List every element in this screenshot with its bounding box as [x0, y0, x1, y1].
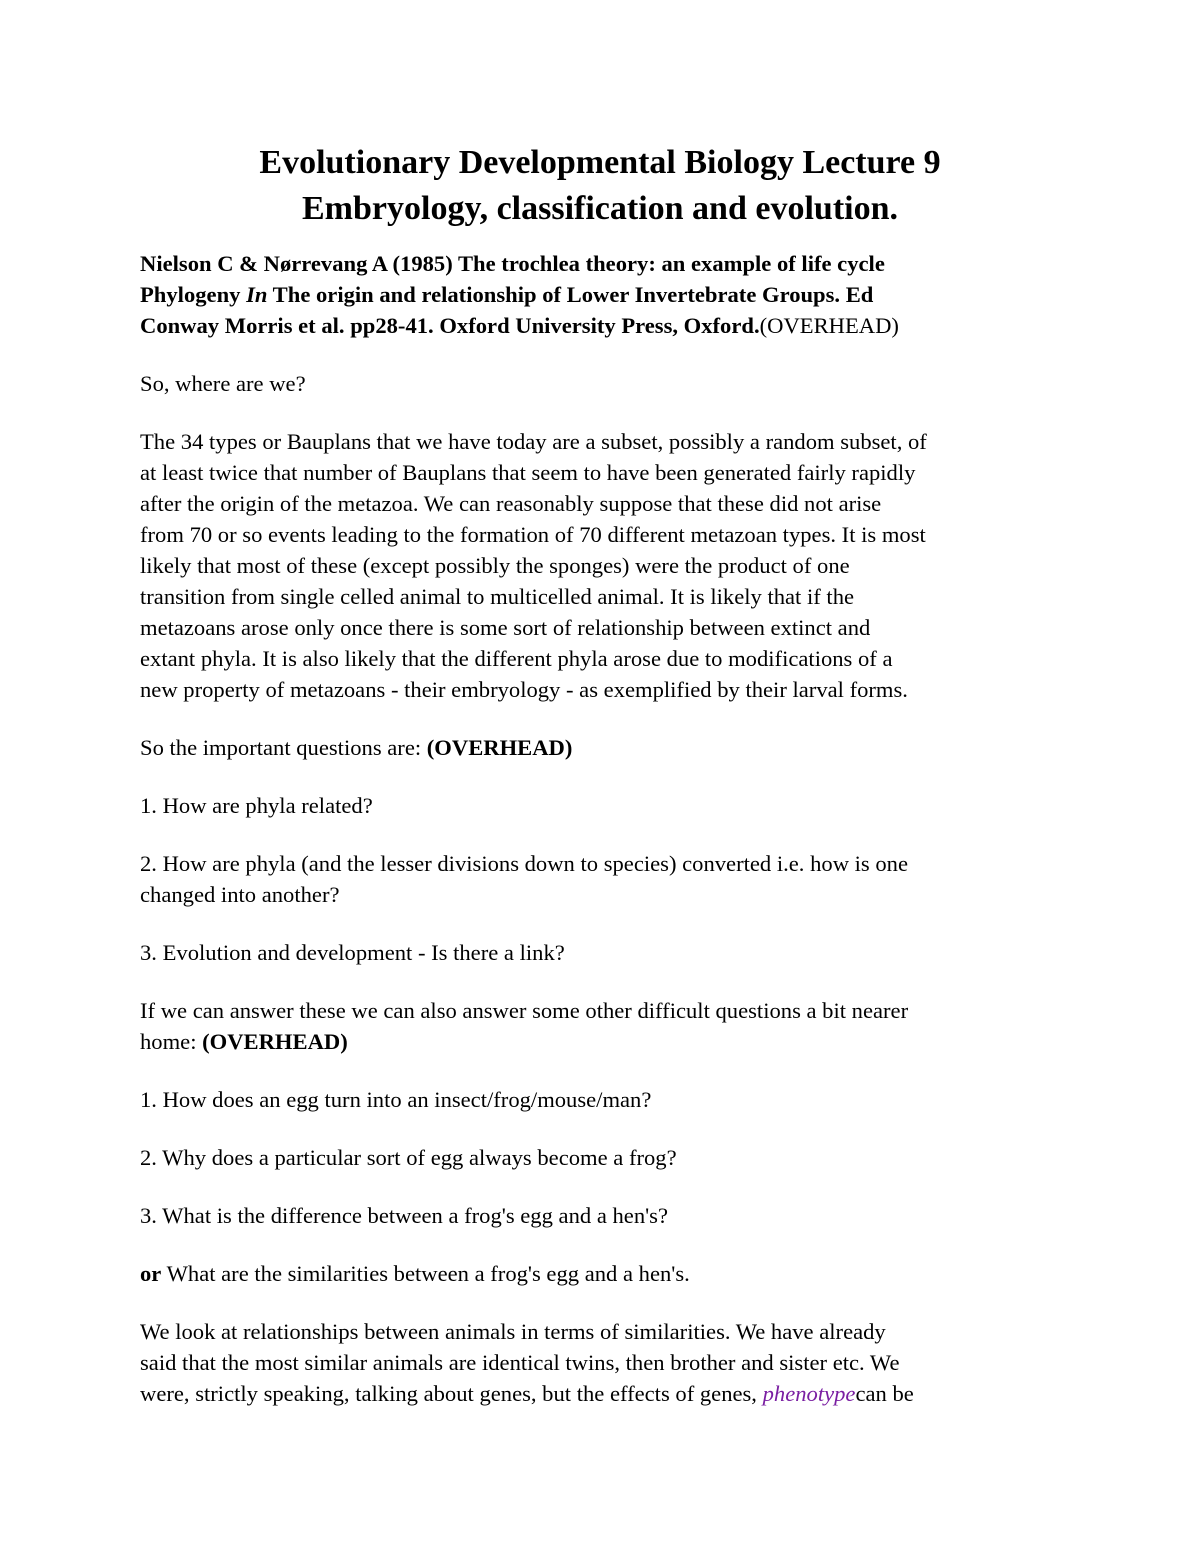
or-word: or [140, 1261, 162, 1286]
paragraph-text: home: [140, 1029, 203, 1054]
paragraph-line: transition from single celled animal to multicelled animal. It is likely that if the [140, 584, 855, 609]
paragraph-important-questions [140, 732, 1060, 763]
phenotype-term: phenotype [762, 1381, 856, 1406]
question-line: 2. How are phyla (and the lesser divisions down to species) converted i.e. how is one [140, 851, 908, 876]
paragraph-where-are-we: So, where are we? [140, 371, 306, 396]
question-line: changed into another? [140, 882, 340, 907]
paragraph-line: after the origin of the metazoa. We can reasonably suppose that these did not arise [140, 491, 882, 516]
overhead-marker: (OVERHEAD) [759, 313, 899, 338]
paragraph-text: can be [855, 1381, 914, 1406]
question-3: 3. Evolution and development - Is there a link? [140, 940, 565, 965]
paragraph-line: If we can answer these we can also answer some other difficult questions a bit nearer [140, 998, 909, 1023]
overhead-marker: (OVERHEAD) [426, 735, 573, 760]
question-1: 1. How are phyla related? [140, 793, 373, 818]
paragraph-bauplans [140, 426, 1060, 705]
reference-line-1: Nielson C & Nørrevang A (1985) The trochlea theory: an example of life cycle [140, 251, 885, 276]
paragraph-line: likely that most of these (except possibly the sponges) were the product of one [140, 553, 850, 578]
reference-text: The origin and relationship of Lower Invertebrate Groups. Ed [267, 282, 874, 307]
reference-in-word: In [246, 282, 268, 307]
reference-line-3 [140, 310, 1060, 341]
reference-text: Conway Morris et al. pp28-41. Oxford University Press, Oxford. [140, 313, 760, 338]
paragraph-line [140, 1378, 1060, 1409]
title-line-1: Evolutionary Developmental Biology Lecture 9 [259, 144, 941, 181]
document-body [140, 248, 1060, 1436]
home-question-3: 3. What is the difference between a frog's egg and a hen's? [140, 1203, 669, 1228]
paragraph-difficult-questions [140, 995, 1060, 1057]
paragraph-line: new property of metazoans - their embryology - as exemplified by their larval forms. [140, 677, 908, 702]
paragraph-line: at least twice that number of Bauplans that seem to have been generated fairly rapidly [140, 460, 916, 485]
title-line-2: Embryology, classification and evolution. [302, 190, 898, 227]
paragraph-line: metazoans arose only once there is some sort of relationship between extinct and [140, 615, 871, 640]
reference-text: Phylogeny [140, 282, 247, 307]
paragraph-line: said that the most similar animals are identical twins, then brother and sister etc. We [140, 1350, 900, 1375]
home-question-1: 1. How does an egg turn into an insect/frog/mouse/man? [140, 1087, 652, 1112]
paragraph-text: So the important questions are: [140, 735, 427, 760]
paragraph-line: extant phyla. It is also likely that the different phyla arose due to modifications of a [140, 646, 893, 671]
overhead-marker: (OVERHEAD) [202, 1029, 348, 1054]
paragraph-line: from 70 or so events leading to the formation of 70 different metazoan types. It is most [140, 522, 926, 547]
or-question [140, 1258, 1060, 1289]
paragraph-relationships [140, 1316, 1060, 1409]
paragraph-line [140, 1026, 1060, 1057]
reference-line-2 [140, 279, 1060, 310]
home-question-2: 2. Why does a particular sort of egg always become a frog? [140, 1145, 677, 1170]
paragraph-line: We look at relationships between animals in terms of similarities. We have already [140, 1319, 886, 1344]
page-title [0, 140, 1200, 232]
or-question-text: What are the similarities between a frog's egg and a hen's. [161, 1261, 690, 1286]
paragraph-text: were, strictly speaking, talking about genes, but the effects of genes, [140, 1381, 763, 1406]
paragraph-line: The 34 types or Bauplans that we have today are a subset, possibly a random subset, of [140, 429, 927, 454]
reference-citation [140, 248, 1060, 341]
question-2 [140, 848, 1060, 910]
